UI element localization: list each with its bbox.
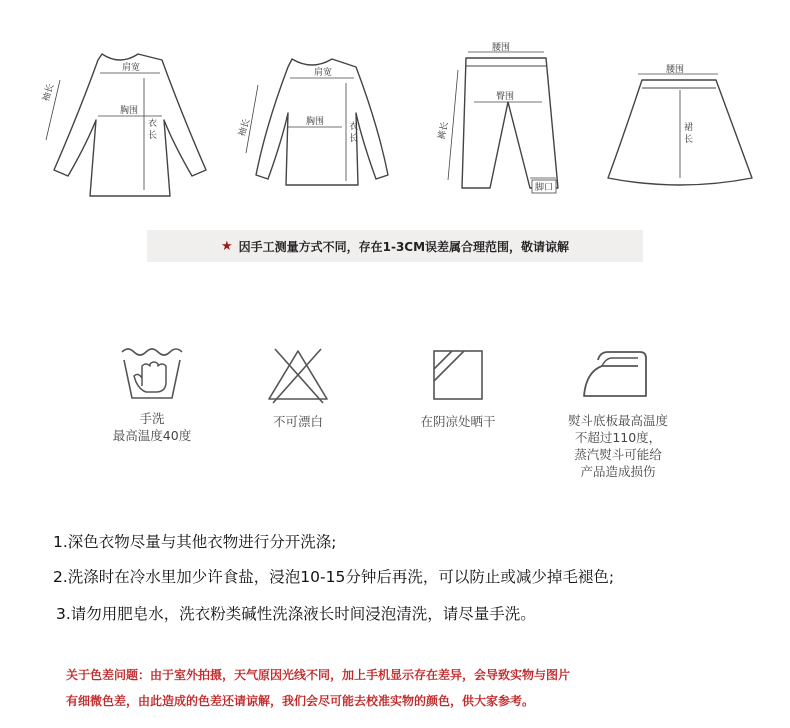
instruction-item: 3.请勿用肥皂水，洗衣粉类碱性洗涤液长时间浸泡清洗，请尽量手洗。 xyxy=(56,605,536,623)
dry-in-shade-icon xyxy=(393,345,523,405)
length-label: 裤长 xyxy=(437,120,451,141)
care-hand-wash xyxy=(92,340,212,444)
care-line: 在阴凉处晒干 xyxy=(420,414,496,429)
star-icon: ★ xyxy=(220,238,233,254)
skirt-diagram xyxy=(600,60,760,200)
disclaimer-line: 关于色差问题：由于室外拍摄，天气原因光线不同，加上手机显示存在差异，会导致实物与图片 xyxy=(66,668,571,682)
long-top-diagram xyxy=(40,40,220,210)
pants-diagram xyxy=(430,40,580,200)
hem-label: 脚口 xyxy=(535,183,554,193)
hand-wash-icon xyxy=(92,340,212,402)
care-line: 产品造成损伤 xyxy=(580,464,656,479)
length-label-b: 长 xyxy=(349,134,359,144)
care-line: 不超过110度， xyxy=(574,430,662,445)
hip-label: 臀围 xyxy=(496,92,515,102)
care-no-bleach xyxy=(238,345,358,430)
care-line: 蒸汽熨斗可能给 xyxy=(574,447,662,462)
care-line: 熨斗底板最高温度 xyxy=(567,413,668,428)
measurement-notice xyxy=(147,230,643,262)
care-line: 不可漂白 xyxy=(272,414,323,429)
disclaimer-line: 有细微色差，由此造成的色差还请谅解，我们会尽可能去校准实物的颜色，供大家参考。 xyxy=(66,694,535,708)
chest-label: 胸围 xyxy=(120,106,139,116)
shoulder-label: 肩宽 xyxy=(122,63,141,73)
shoulder-label: 肩宽 xyxy=(314,68,333,78)
instruction-item: 1.深色衣物尽量与其他衣物进行分开洗涤; xyxy=(53,533,337,551)
length-label-a: 衣 xyxy=(148,119,158,129)
chest-label: 胸围 xyxy=(306,117,325,127)
waist-label: 腰围 xyxy=(666,65,685,75)
instruction-item: 2.洗涤时在冷水里加少许食盐，浸泡10-15分钟后再洗，可以防止或减少掉毛褪色; xyxy=(53,568,615,586)
notice-text: 因手工测量方式不同，存在1-3CM误差属合理范围，敬请谅解 xyxy=(238,239,570,254)
sleeve-label: 袖长 xyxy=(237,117,253,138)
sleeve-label: 袖长 xyxy=(41,82,57,103)
length-label-b: 长 xyxy=(684,135,694,145)
length-label-a: 衣 xyxy=(349,122,359,132)
care-dry-in-shade xyxy=(393,345,523,430)
length-label-b: 长 xyxy=(148,131,158,141)
length-label-a: 裙 xyxy=(684,123,694,133)
sweater-diagram xyxy=(230,45,410,210)
care-line: 手洗 xyxy=(139,411,165,426)
iron-icon xyxy=(548,348,688,404)
waist-label: 腰围 xyxy=(492,43,511,53)
no-bleach-icon xyxy=(238,345,358,405)
care-iron xyxy=(548,348,688,480)
care-line: 最高温度40度 xyxy=(112,428,192,443)
